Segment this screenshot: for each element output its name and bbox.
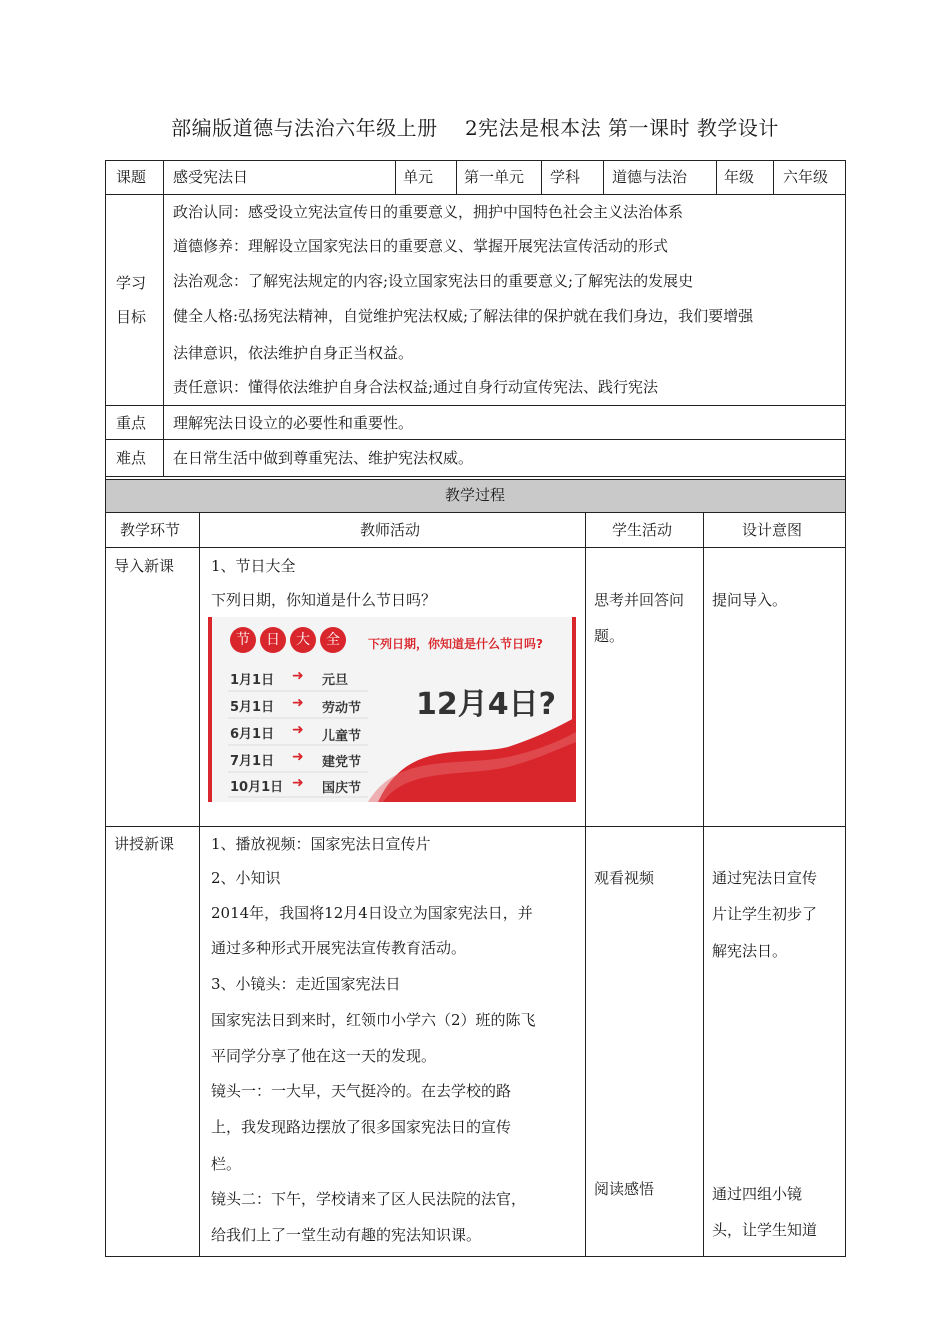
lesson-teacher-line: 镜头一：一大早，天气挺冷的。在去学校的路 xyxy=(211,1082,512,1100)
key-point-label: 重点 xyxy=(116,414,147,432)
goals-label-2: 目标 xyxy=(116,308,147,326)
lesson-teacher-line: 栏。 xyxy=(211,1155,242,1173)
holiday-date: 6月1日 xyxy=(230,727,275,742)
arrow-right-icon: ➜ xyxy=(292,775,304,791)
intro-teacher-line: 1、节日大全 xyxy=(211,557,296,575)
difficulty-label: 难点 xyxy=(116,449,147,467)
holiday-name: 儿童节 xyxy=(322,729,362,744)
arrow-right-icon: ➜ xyxy=(292,749,304,765)
lesson-teacher-line: 国家宪法日到来时，红领巾小学六（2）班的陈飞 xyxy=(211,1011,536,1029)
holiday-name: 建党节 xyxy=(322,755,362,770)
lesson-teacher-line: 平同学分享了他在这一天的发现。 xyxy=(211,1047,437,1065)
intro-stage: 导入新课 xyxy=(114,557,175,575)
holiday-date: 7月1日 xyxy=(230,754,275,769)
document-title: 部编版道德与法治六年级上册 2宪法是根本法 第一课时 教学设计 xyxy=(171,116,779,140)
lesson-intent-line: 通过宪法日宣传 xyxy=(712,869,818,887)
key-point-value: 理解宪法日设立的必要性和重要性。 xyxy=(173,414,414,432)
goal-item: 责任意识：懂得依法维护自身合法权益;通过自身行动宣传宪法、践行宪法 xyxy=(173,378,659,396)
lesson-student-line: 阅读感悟 xyxy=(594,1180,655,1198)
lesson-intent-line: 片让学生初步了 xyxy=(712,905,818,923)
col-header-teacher: 教师活动 xyxy=(360,521,421,539)
topic-label: 课题 xyxy=(116,168,147,186)
holiday-date: 5月1日 xyxy=(230,700,275,715)
goal-item: 法治观念：了解宪法规定的内容;设立国家宪法日的重要意义;了解宪法的发展史 xyxy=(173,272,694,290)
lesson-teacher-line: 1、播放视频：国家宪法日宣传片 xyxy=(211,835,431,853)
goal-item: 法律意识，依法维护自身正当权益。 xyxy=(173,344,414,362)
badge-char: 大 xyxy=(290,627,316,653)
badge-char: 全 xyxy=(320,627,346,653)
goal-item: 健全人格:弘扬宪法精神，自觉维护宪法权威;了解法律的保护就在我们身边，我们要增强 xyxy=(173,307,754,325)
holiday-banner-image xyxy=(208,617,576,802)
arrow-right-icon: ➜ xyxy=(292,695,304,711)
intro-intent: 提问导入。 xyxy=(712,591,788,609)
holiday-date: 10月1日 xyxy=(230,780,284,795)
lesson-teacher-line: 3、小镜头：走近国家宪法日 xyxy=(211,975,401,993)
goal-item: 政治认同：感受设立宪法宣传日的重要意义，拥护中国特色社会主义法治体系 xyxy=(173,203,684,221)
lesson-intent-line: 解宪法日。 xyxy=(712,942,788,960)
unit-label: 单元 xyxy=(403,168,434,186)
subject-label: 学科 xyxy=(550,168,581,186)
lesson-intent-line: 通过四组小镜 xyxy=(712,1185,803,1203)
holiday-date: 1月1日 xyxy=(230,673,275,688)
topic-value: 感受宪法日 xyxy=(173,168,249,186)
badge-char: 日 xyxy=(260,627,286,653)
lesson-teacher-line: 通过多种形式开展宪法宣传教育活动。 xyxy=(211,939,467,957)
holiday-name: 国庆节 xyxy=(322,781,362,796)
arrow-right-icon: ➜ xyxy=(292,668,304,684)
lesson-intent-line: 头，让学生知道 xyxy=(712,1221,818,1239)
col-header-stage: 教学环节 xyxy=(120,521,181,539)
arrow-right-icon: ➜ xyxy=(292,722,304,738)
difficulty-value: 在日常生活中做到尊重宪法、维护宪法权威。 xyxy=(173,449,474,467)
intro-student-line: 题。 xyxy=(594,627,625,645)
holiday-name: 劳动节 xyxy=(322,701,362,716)
lesson-student-line: 观看视频 xyxy=(594,869,655,887)
lesson-teacher-line: 给我们上了一堂生动有趣的宪法知识课。 xyxy=(211,1226,482,1244)
col-header-intent: 设计意图 xyxy=(742,521,803,539)
lesson-teacher-line: 2、小知识 xyxy=(211,869,281,887)
grade-label: 年级 xyxy=(724,168,755,186)
banner-big-question: 12月4日? xyxy=(416,687,557,722)
lesson-teacher-line: 2014年，我国将12月4日设立为国家宪法日，并 xyxy=(211,904,533,922)
goal-item: 道德修养：理解设立国家宪法日的重要意义、掌握开展宪法宣传活动的形式 xyxy=(173,237,669,255)
process-header: 教学过程 xyxy=(444,486,505,504)
holiday-name: 元旦 xyxy=(322,673,349,688)
goals-label-1: 学习 xyxy=(116,274,147,292)
lesson-stage: 讲授新课 xyxy=(114,835,175,853)
col-header-student: 学生活动 xyxy=(612,521,673,539)
lesson-teacher-line: 镜头二：下午，学校请来了区人民法院的法官， xyxy=(211,1190,527,1208)
intro-student-line: 思考并回答问 xyxy=(594,591,685,609)
banner-question: 下列日期，你知道是什么节日吗? xyxy=(368,637,543,651)
unit-value: 第一单元 xyxy=(464,168,525,186)
intro-teacher-line: 下列日期，你知道是什么节日吗？ xyxy=(211,591,437,609)
grade-value: 六年级 xyxy=(783,168,829,186)
subject-value: 道德与法治 xyxy=(612,168,688,186)
badge-char: 节 xyxy=(230,627,256,653)
lesson-teacher-line: 上，我发现路边摆放了很多国家宪法日的宣传 xyxy=(211,1118,512,1136)
